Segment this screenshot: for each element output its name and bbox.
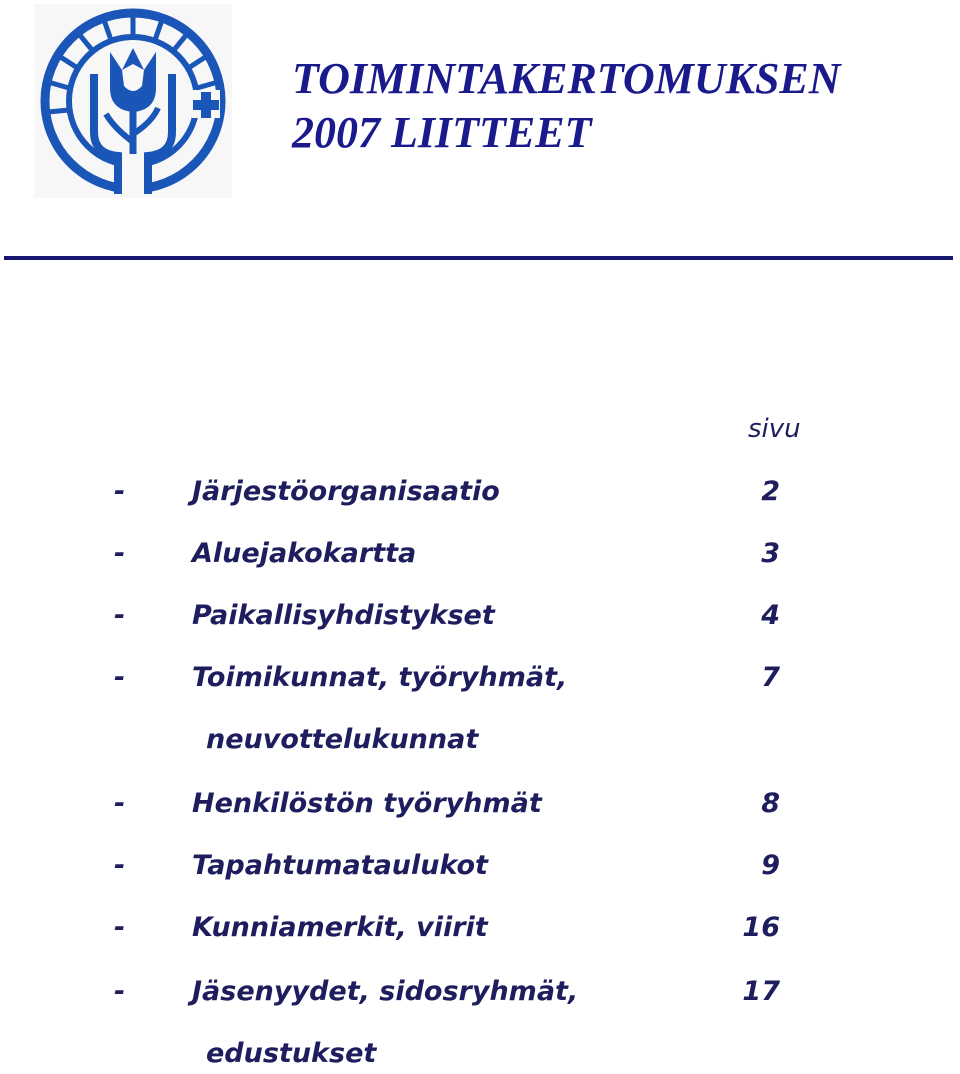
toc-entry-aluejakokartta[interactable]	[0, 534, 960, 574]
organization-logo	[34, 4, 232, 198]
toc-entry-dash: -	[114, 976, 126, 1007]
toc-entry-page: 9	[761, 850, 780, 881]
header-divider	[4, 256, 953, 260]
toc-entry-label-continuation: neuvottelukunnat	[206, 724, 479, 755]
toc-entry-kunniamerkit[interactable]	[0, 908, 960, 948]
toc-entry-page: 7	[761, 662, 780, 693]
toc-entry-page: 16	[742, 912, 780, 943]
toc-entry-dash: -	[114, 912, 126, 943]
toc-entry-dash: -	[114, 662, 126, 693]
toc-entry-page: 3	[761, 538, 780, 569]
toc-entry-label: Paikallisyhdistykset	[192, 600, 495, 631]
toc-entry-tapahtumataulukot[interactable]	[0, 846, 960, 886]
toc-entry-paikallisyhdistykset[interactable]	[0, 596, 960, 636]
toc-entry-dash: -	[114, 476, 126, 507]
toc-entry-label: Kunniamerkit, viirit	[192, 912, 488, 943]
toc-entry-label: Toimikunnat, työryhmät,	[192, 662, 568, 693]
toc-entry-dash: -	[114, 788, 126, 819]
toc-entry-page: 2	[761, 476, 780, 507]
toc-entry-label-continuation: edustukset	[206, 1038, 377, 1069]
toc-entry-dash: -	[114, 850, 126, 881]
page-title-line-1: TOIMINTAKERTOMUKSEN	[292, 54, 841, 103]
toc-entry-jarjestoorganisaatio[interactable]	[0, 472, 960, 512]
toc-entry-page: 17	[742, 976, 780, 1007]
toc-entry-toimikunnat[interactable]	[0, 658, 960, 755]
toc-entry-label: Aluejakokartta	[192, 538, 417, 569]
toc-entry-label: Tapahtumataulukot	[192, 850, 488, 881]
tulip-cross-emblem-icon	[34, 4, 232, 198]
page-column-header: sivu	[748, 414, 801, 444]
toc-entry-henkiloston-tyoryhmat[interactable]	[0, 784, 960, 824]
toc-entry-jasenyydet[interactable]	[0, 972, 960, 1069]
toc-entry-page: 4	[761, 600, 780, 631]
toc-entry-label: Järjestöorganisaatio	[192, 476, 500, 507]
toc-entry-dash: -	[114, 538, 126, 569]
toc-entry-label: Henkilöstön työryhmät	[192, 788, 542, 819]
toc-entry-dash: -	[114, 600, 126, 631]
page-title-line-2: 2007 LIITTEET	[292, 108, 592, 157]
page-title	[292, 52, 841, 160]
toc-entry-label: Jäsenyydet, sidosryhmät,	[192, 976, 579, 1007]
toc-entry-page: 8	[761, 788, 780, 819]
